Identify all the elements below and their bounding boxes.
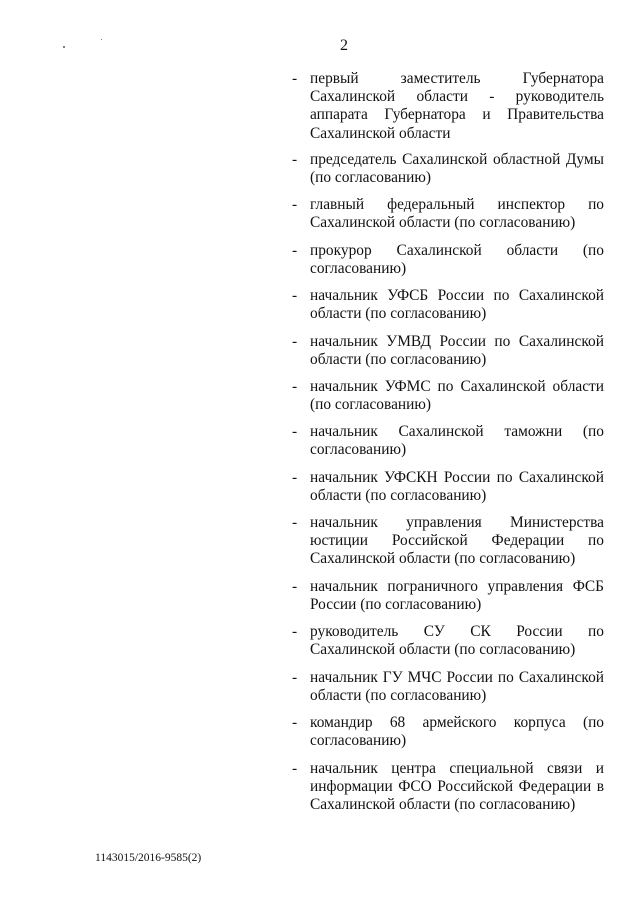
list-item-text: главный федеральный инспектор по Сахалинской области (по согласованию)	[310, 196, 604, 232]
list-item	[292, 469, 604, 505]
list-item-text: прокурор Сахалинской области (по согласованию)	[310, 242, 604, 278]
list-dash: -	[292, 378, 298, 395]
list-item-text: первый заместитель Губернатора Сахалинской области - руководитель аппарата Губернатора и Правительства Сахалинской области	[310, 70, 604, 142]
list-item	[292, 287, 604, 323]
list-item-text: начальник УМВД России по Сахалинской области (по согласованию)	[310, 333, 604, 369]
list-dash: -	[292, 70, 298, 87]
list-dash: -	[292, 623, 298, 640]
list-item	[292, 578, 604, 614]
list-dash: -	[292, 469, 298, 486]
list-item-text: начальник Сахалинской таможни (по согласованию)	[310, 423, 604, 459]
list-item	[292, 196, 604, 232]
list-item-text: начальник управления Министерства юстиции Российской Федерации по Сахалинской области (по согласованию)	[310, 514, 604, 568]
list-item-text: начальник УФСБ России по Сахалинской области (по согласованию)	[310, 287, 604, 323]
list-dash: -	[292, 423, 298, 440]
list-item	[292, 623, 604, 659]
page-number: 2	[340, 37, 348, 54]
list-item	[292, 423, 604, 459]
list-dash: -	[292, 196, 298, 213]
document-code: 1143015/2016-9585(2)	[95, 852, 202, 864]
list-dash: -	[292, 578, 298, 595]
list-dash: -	[292, 760, 298, 777]
scan-speck	[63, 46, 65, 48]
list-dash: -	[292, 333, 298, 350]
list-dash: -	[292, 514, 298, 531]
list-dash: -	[292, 714, 298, 731]
list-dash: -	[292, 669, 298, 686]
list-item-text: начальник УФМС по Сахалинской области (по согласованию)	[310, 378, 604, 414]
list-item	[292, 333, 604, 369]
list-item-text: руководитель СУ СК России по Сахалинской области (по согласованию)	[310, 623, 604, 659]
list-item	[292, 714, 604, 750]
list-dash: -	[292, 242, 298, 259]
list-item	[292, 669, 604, 705]
list-item-text: командир 68 армейского корпуса (по согласованию)	[310, 714, 604, 750]
list-item-text: председатель Сахалинской областной Думы (по согласованию)	[310, 151, 604, 187]
list-item	[292, 514, 604, 569]
list-dash: -	[292, 151, 298, 168]
list-item-text: начальник ГУ МЧС России по Сахалинской области (по согласованию)	[310, 669, 604, 705]
list-item-text: начальник центра специальной связи и информации ФСО Российской Федерации в Сахалинской области (по согласованию)	[310, 760, 604, 814]
list-item	[292, 70, 604, 143]
list-item-text: начальник УФСКН России по Сахалинской области (по согласованию)	[310, 469, 604, 505]
list-item	[292, 151, 604, 187]
list-item	[292, 760, 604, 815]
list-dash: -	[292, 287, 298, 304]
list-item	[292, 242, 604, 278]
list-item-text: начальник пограничного управления ФСБ России (по согласованию)	[310, 578, 604, 614]
scan-speck	[101, 39, 102, 40]
list-item	[292, 378, 604, 414]
